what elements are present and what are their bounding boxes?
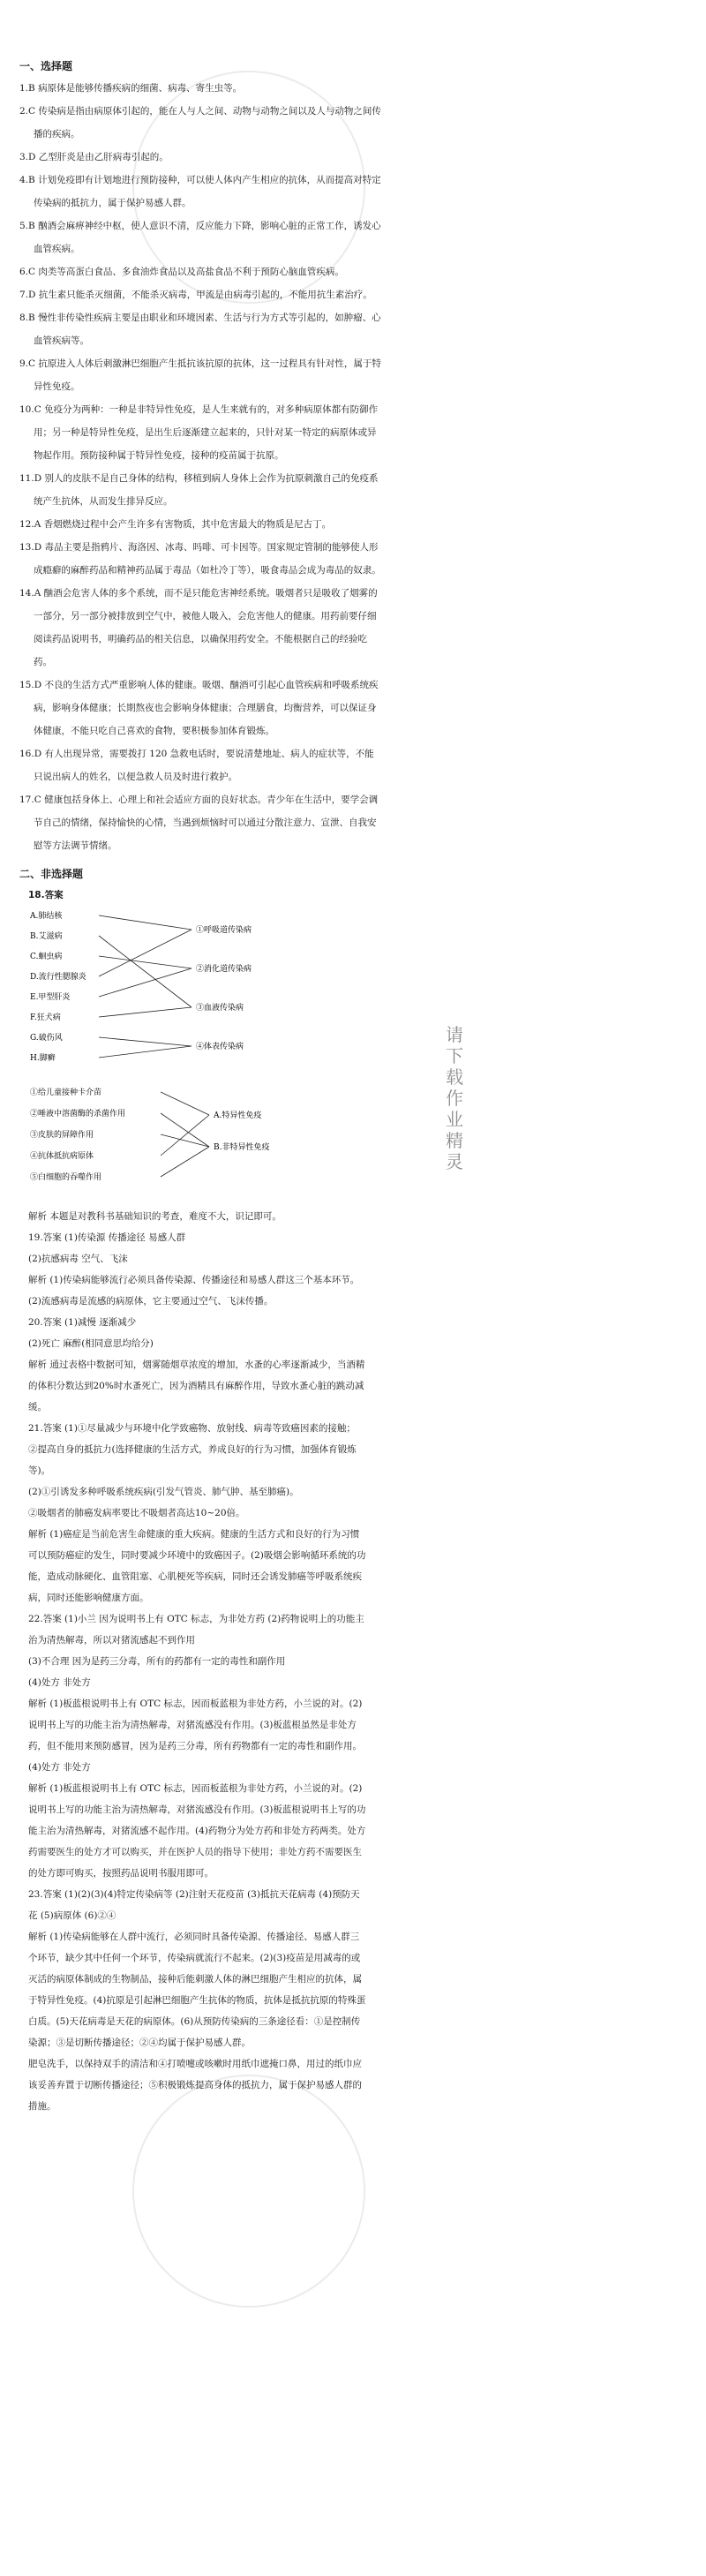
choice-answer-item: 6.C 肉类等高蛋白食品、多食油炸食品以及高盐食品不利于预防心脑血管疾病。 — [19, 267, 344, 277]
q18-right-item: ④体表传染病 — [196, 1043, 244, 1051]
answer-line: (2)①引诱发多种呼吸系统疾病(引发气管炎、肺气肿、基至肺癌)。 — [28, 1487, 299, 1497]
choice-answer-item: 12.A 香烟燃烧过程中会产生许多有害物质，其中危害最大的物质是尼古丁。 — [19, 519, 332, 530]
answer-line: (2)抗感病毒 空气、飞沫 — [28, 1254, 128, 1264]
answer-line: 19.答案 (1)传染源 传播途径 易感人群 — [28, 1232, 186, 1243]
match-line — [161, 1092, 209, 1115]
choice-answer-item: 14.A 酗酒会危害人体的多个系统，而不是只能危害神经系统。吸烟者只是吸收了烟雾的一部分，另一部分被排放到空气中，被他人吸入，会危害他人的健康。用药前要仔细阅读药品说明书，明确药品的相关信息，以确保用药安全。不能根据自己的经验吃药。 — [19, 588, 378, 667]
answer-line: 解析 通过表格中数据可知，烟雾随烟草浓度的增加，水蚤的心率逐渐减少，当酒精的体积分数达到20%时水蚤死亡，因为酒精具有麻醉作用，导致水蚤心脏的跳动减缓。 — [28, 1360, 365, 1412]
answer-column — [0, 0, 379, 2117]
section-nonchoice-heading: 二、非选择题 — [19, 868, 84, 880]
choice-answer-item: 9.C 抗原进入人体后刺激淋巴细胞产生抵抗该抗原的抗体，这一过程具有针对性，属于特异性免疫。 — [19, 358, 381, 392]
answer-line: 肥皂洗手，以保持双手的清洁和④打喷嚏或咳嗽时用纸巾遮掩口鼻，用过的纸巾应该妥善弃置于切断传播途径；⑤积极锻炼提高身体的抵抗力，属于保护易感人群的措施。 — [28, 2059, 362, 2112]
choice-answer-item: 1.B 病原体是能够传播疾病的细菌、病毒、寄生虫等。 — [19, 83, 243, 94]
q18-right-item: ②消化道传染病 — [196, 965, 252, 974]
answer-line: (4)处方 非处方 — [28, 1677, 91, 1688]
match-line — [99, 915, 192, 930]
answer-line: 23.答案 (1)(2)(3)(4)特定传染病等 (2)注射天花疫苗 (3)抵抗天花病毒 (4)预防天花 (5)病原体 (6)②④ — [28, 1889, 360, 1921]
answer-line: 解析 (1)传染病能够流行必须具备传染源、传播途径和易感人群这三个基本环节。(2)流感病毒是流感的病原体，它主要通过空气、飞沫传播。 — [28, 1275, 360, 1307]
match-line — [99, 930, 192, 976]
q18-left-item: F.狂犬病 — [30, 1013, 61, 1022]
q18-right-item-2: A.特异性免疫 — [214, 1111, 262, 1120]
choice-answer-item: 15.D 不良的生活方式严重影响人体的健康。吸烟、酗酒可引起心血管疾病和呼吸系统疾病，影响身体健康；长期熬夜也会影响身体健康；合理膳食，均衡营养，可以保证身体健康，不能只吃自己喜欢的食物，要积极参加体育锻炼。 — [19, 680, 379, 736]
match-line — [99, 968, 192, 997]
match-line — [99, 936, 192, 1007]
q18-left-item-2: ②唾液中溶菌酶的杀菌作用 — [30, 1110, 126, 1119]
q18-left-item: A.肺结核 — [30, 912, 63, 921]
match-line — [161, 1134, 209, 1147]
answer-line: 解析 (1)板蓝根说明书上有 OTC 标志，因而板蓝根为非处方药，小兰说的对。(2)说明书上写的功能主治为清热解毒，对猪流感没有作用。(3)板蓝根说明书上写的功能主治为清热解毒，对猪流感不起作用。(4)药物分为处方药和非处方药两类。处方药需要医生的处方才可以购买，并在医护人员的指导下使用；非处方药不需要医生的处方即可购买，按照药品说明书服用即可。 — [28, 1783, 366, 1879]
q18-right-item: ③血液传染病 — [196, 1004, 244, 1013]
answer-line: 22.答案 (1)小兰 因为说明书上有 OTC 标志，为非处方药 (2)药物说明上的功能主治为清热解毒，所以对猪流感起不到作用 — [28, 1614, 364, 1646]
q18-left-item: C.蛔虫病 — [30, 953, 63, 961]
q18-analysis: 解析 本题是对教科书基础知识的考查，难度不大，识记即可。 — [28, 1211, 282, 1222]
choice-answer-item: 3.D 乙型肝炎是由乙肝病毒引起的。 — [19, 152, 169, 162]
section-choice-heading: 一、选择题 — [19, 60, 73, 72]
q18-matching-diagram-1 — [28, 906, 293, 1082]
match-line — [99, 1046, 192, 1058]
answer-line: ②吸烟者的肺癌发病率要比不吸烟者高达10~20倍。 — [28, 1508, 245, 1518]
answer-line: 解析 (1)传染病能够在人群中流行，必须同时具备传染源、传播途径、易感人群三个环节，缺少其中任何一个环节，传染病就流行不起来。(2)(3)疫苗是用减毒的或灭活的病原体制成的生物制品，接种后能刺激人体的淋巴细胞产生相应的抗体，属于特异性免疫。(4)抗原是引起淋巴细胞产生抗体的物质，抗体是抵抗抗原的特殊蛋白质。(5)天花病毒是天花的病原体。(6)从预防传染病的三条途径看：①是控制传染源；③是切断传播途径；②④均属于保护易感人群。 — [28, 1932, 366, 2048]
choice-answer-item: 11.D 别人的皮肤不是自己身体的结构，移植到病人身体上会作为抗原刺激自己的免疫系统产生抗体，从而发生排异反应。 — [19, 473, 379, 507]
q18-left-item: G.破伤风 — [30, 1034, 63, 1043]
choice-answer-item: 17.C 健康包括身体上、心理上和社会适应方面的良好状态。青少年在生活中，要学会调节自己的情绪，保持愉快的心情，当遇到烦恼时可以通过分散注意力、宣泄、自我安慰等方法调节情绪。 — [19, 795, 379, 851]
answer-line: ②提高自身的抵抗力(选择健康的生活方式，养成良好的行为习惯，加强体育锻炼等)。 — [28, 1444, 357, 1476]
q18-left-item: H.脚癣 — [30, 1054, 56, 1063]
q18-left-item-2: ⑤白细胞的吞噬作用 — [30, 1173, 102, 1182]
choice-answer-item: 8.B 慢性非传染性疾病主要是由职业和环境因素、生活与行为方式等引起的，如肿瘤、心血管疾病等。 — [19, 313, 381, 346]
q18-left-item-2: ④抗体抵抗病原体 — [30, 1152, 94, 1161]
choice-answer-item: 7.D 抗生素只能杀灭细菌，不能杀灭病毒，甲流是由病毒引起的，不能用抗生素治疗。 — [19, 290, 372, 300]
answer-line: (4)处方 非处方 — [28, 1762, 91, 1773]
q18-left-item-2: ③皮肤的屏障作用 — [30, 1131, 94, 1140]
choice-answer-item: 2.C 传染病是指由病原体引起的，能在人与人之间、动物与动物之间以及人与动物之间传播的疾病。 — [19, 106, 381, 139]
choice-answer-item: 13.D 毒品主要是指鸦片、海洛因、冰毒、吗啡、可卡因等。国家规定管制的能够使人形成瘾癖的麻醉药品和精神药品属于毒品（如杜冷丁等），吸食毒品会成为毒品的奴隶。 — [19, 542, 381, 576]
q18-right-item: ①呼吸道传染病 — [196, 926, 252, 935]
nonchoice-answer-list — [0, 1227, 379, 2117]
answer-line: (2)死亡 麻醉(相同意思均给分) — [28, 1338, 154, 1349]
q18-matching-diagram-2 — [28, 1082, 293, 1206]
choice-answer-item: 4.B 计划免疫即有计划地进行预防接种，可以使人体内产生相应的抗体，从而提高对特定传染病的抵抗力，属于保护易感人群。 — [19, 175, 381, 208]
answer-line: 20.答案 (1)减慢 逐渐减少 — [28, 1317, 137, 1328]
answer-line: (3)不合理 因为是药三分毒，所有的药都有一定的毒性和副作用 — [28, 1656, 286, 1667]
side-watermark: 请下载作业精灵 — [446, 1024, 463, 1172]
match-line — [99, 956, 192, 968]
q18-left-item: B.艾滋病 — [30, 932, 63, 941]
choice-answer-item: 5.B 酗酒会麻痹神经中枢，使人意识不清，反应能力下降，影响心脏的正常工作，诱发心血管疾病。 — [19, 221, 381, 254]
q18-left-item-2: ①给儿童接种卡介苗 — [30, 1088, 102, 1097]
q18-left-item: E.甲型肝炎 — [30, 993, 71, 1002]
choice-answer-list — [0, 77, 379, 857]
match-line — [99, 1007, 192, 1017]
q18-left-item: D.流行性腮腺炎 — [30, 973, 86, 982]
match-line — [161, 1115, 209, 1156]
answer-line: 解析 (1)板蓝根说明书上有 OTC 标志，因而板蓝根为非处方药，小兰说的对。(2)说明书上写的功能主治为清热解毒，对猪流感没有作用。(3)板蓝根虽然是非处方药，但不能用来预防感冒，因为是药三分毒，所有药物都有一定的毒性和副作用。 — [28, 1699, 363, 1751]
answer-line: 21.答案 (1)①尽量减少与环境中化学致癌物、放射线、病毒等致癌因素的接触； — [28, 1423, 356, 1434]
match-line — [161, 1147, 209, 1177]
q18-answer-header: 18.答案 — [28, 890, 64, 900]
match-line — [99, 1037, 192, 1046]
q18-right-item-2: B.非特异性免疫 — [214, 1143, 270, 1152]
choice-answer-item: 16.D 有人出现异常，需要拨打 120 急救电话时，要说清楚地址、病人的症状等，不能只说出病人的姓名，以便急救人员及时进行救护。 — [19, 749, 374, 782]
match-line — [161, 1113, 209, 1147]
answer-line: 解析 (1)癌症是当前危害生命健康的重大疾病。健康的生活方式和良好的行为习惯可以预防癌症的发生，同时要减少环境中的致癌因子。(2)吸烟会影响循环系统的功能，造成动脉硬化、血管阻塞、心肌梗死等疾病，同时还会诱发肺癌等呼吸系统疾病，同时还能影响健康方面。 — [28, 1529, 366, 1603]
choice-answer-item: 10.C 免疫分为两种：一种是非特异性免疫，是人生来就有的，对多种病原体都有防御作用；另一种是特异性免疫，是出生后逐渐建立起来的，只针对某一特定的病原体或异物起作用。预防接种属于特异性免疫，接种的疫苗属于抗原。 — [19, 404, 379, 461]
